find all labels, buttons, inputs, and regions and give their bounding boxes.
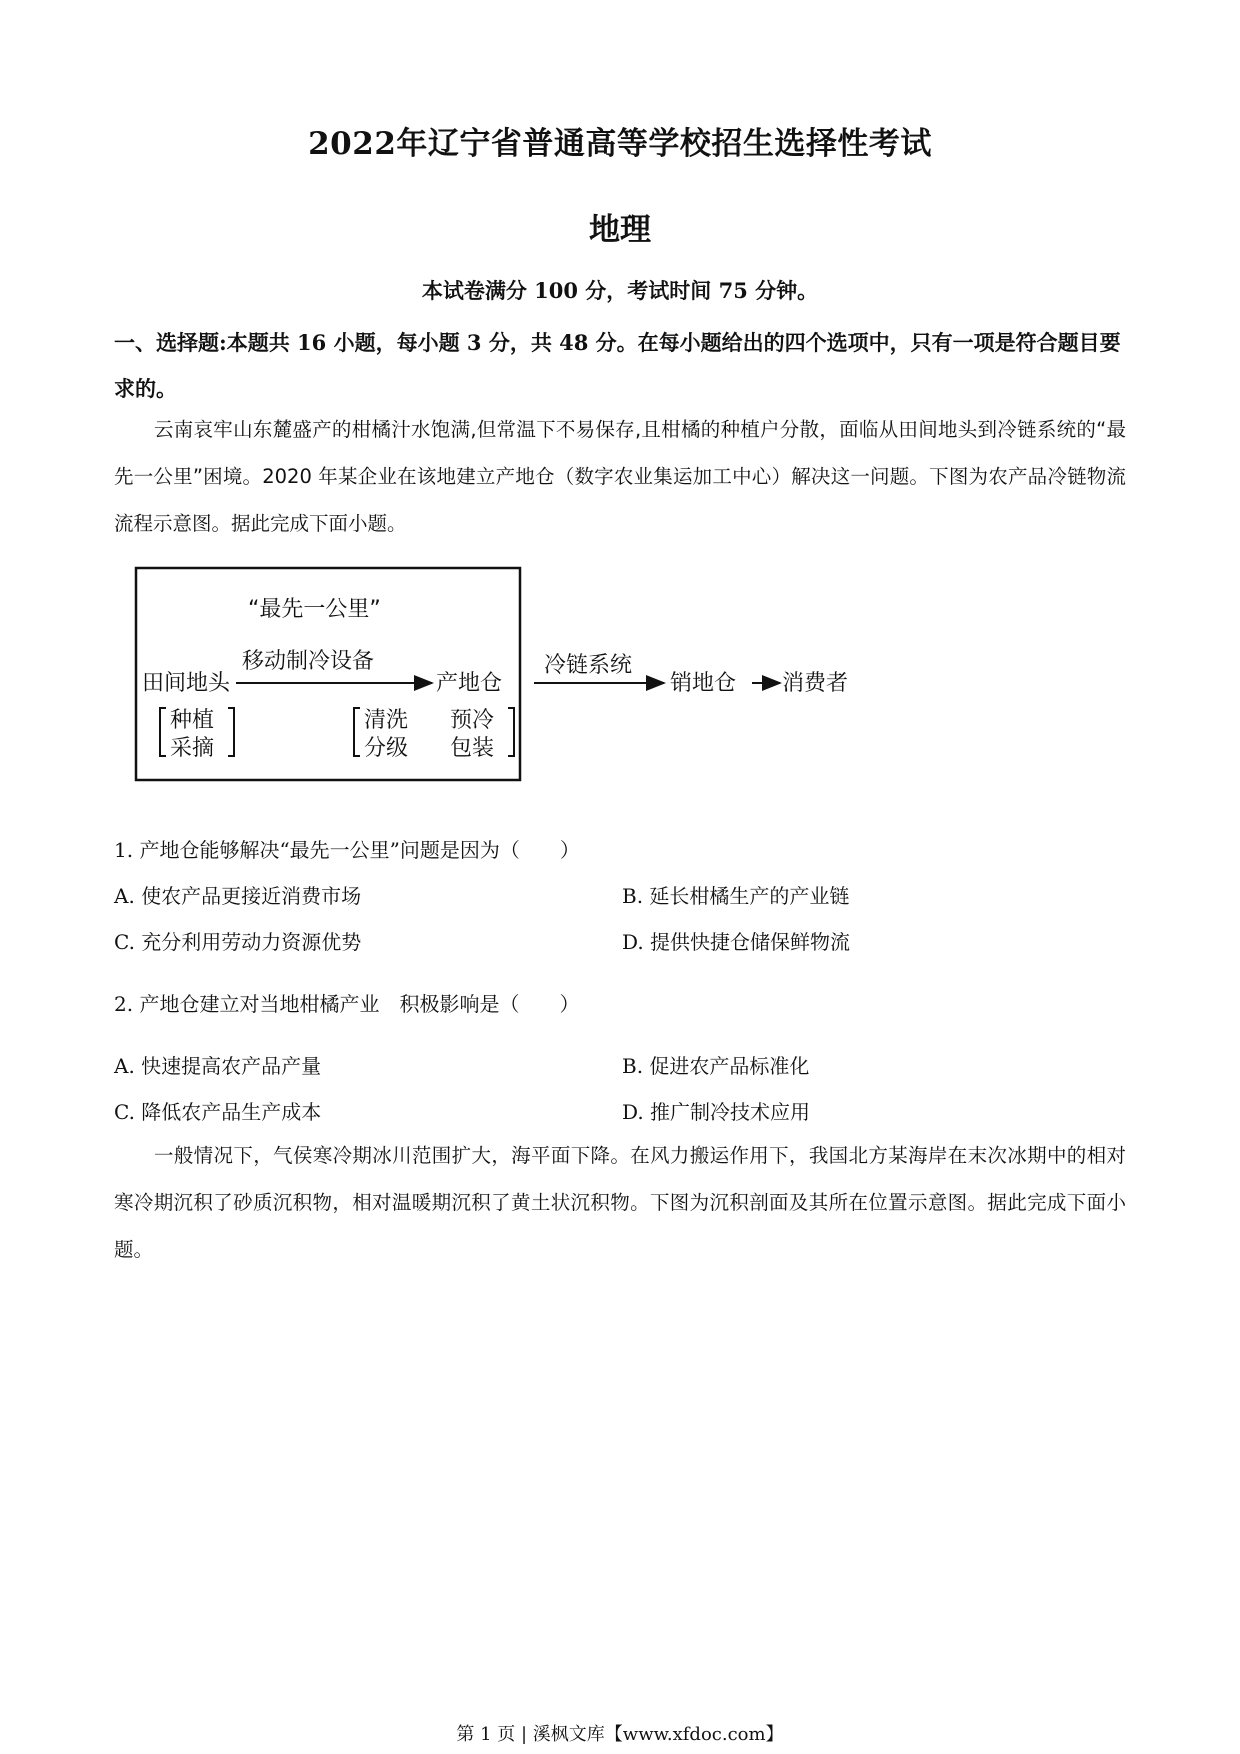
arrow1-label: 移动制冷设备 xyxy=(242,649,375,674)
page-footer: 第 1 页 | 溪枫文库【www.xfdoc.com】 xyxy=(456,1724,784,1745)
warehouse-sub-grade: 分级 xyxy=(364,736,409,761)
consumer-label: 消费者 xyxy=(782,671,849,696)
q2-option-d: D. 推广制冷技术应用 xyxy=(622,1100,811,1124)
warehouse-sub-precool: 预冷 xyxy=(450,708,495,733)
q2-option-a: A. 快速提高农产品产量 xyxy=(114,1054,322,1078)
first-mile-label: “最先一公里” xyxy=(248,597,381,622)
section-heading: 一、选择题:本题共 16 小题，每小题 3 分，共 48 分。在每小题给出的四个选项中，只有一项是符合题目要求的。 xyxy=(114,330,1121,401)
warehouse-bracket-left xyxy=(354,708,360,756)
field-sub-picking: 采摘 xyxy=(170,736,215,761)
sales-warehouse-label: 销地仓 xyxy=(670,671,737,696)
question-1-stem: 1. 产地仓能够解决“最先一公里”问题是因为（ ） xyxy=(114,838,580,862)
passage-1: 云南哀牢山东麓盛产的柑橘汁水饱满,但常温下不易保存,且柑橘的种植户分散，面临从田间地头到冷链系统的“最先一公里”困境。2020 年某企业在该地建立产地仓（数字农业集运加工中心）解决这一问题。下图为农产品冷链物流流程示意图。据此完成下面小题。 xyxy=(114,418,1127,535)
field-sub-planting: 种植 xyxy=(170,708,215,733)
field-bracket-right xyxy=(228,708,234,756)
arrow2-label: 冷链系统 xyxy=(544,653,633,678)
cold-chain-flow-diagram xyxy=(130,560,870,790)
warehouse-bracket-right xyxy=(508,708,514,756)
q1-option-b: B. 延长柑橘生产的产业链 xyxy=(622,884,850,908)
q2-option-b: B. 促进农产品标准化 xyxy=(622,1054,810,1078)
warehouse-label: 产地仓 xyxy=(436,671,503,696)
warehouse-sub-wash: 清洗 xyxy=(364,708,409,733)
exam-title: 2022年辽宁省普通高等学校招生选择性考试 xyxy=(308,126,932,162)
subject-title: 地理 xyxy=(589,212,651,248)
q2-option-c: C. 降低农产品生产成本 xyxy=(114,1100,322,1124)
warehouse-sub-pack: 包装 xyxy=(450,736,495,761)
field-bracket-left xyxy=(160,708,166,756)
q1-option-a: A. 使农产品更接近消费市场 xyxy=(114,884,362,908)
question-2-stem: 2. 产地仓建立对当地柑橘产业 积极影响是（ ） xyxy=(114,992,580,1016)
passage-2: 一般情况下，气侯寒冷期冰川范围扩大，海平面下降。在风力搬运作用下，我国北方某海岸在末次冰期中的相对寒冷期沉积了砂质沉积物，相对温暖期沉积了黄土状沉积物。下图为沉积剖面及其所在位置示意图。据此完成下面小题。 xyxy=(114,1144,1126,1261)
q1-option-d: D. 提供快捷仓储保鲜物流 xyxy=(622,930,851,954)
field-label: 田间地头 xyxy=(142,671,231,696)
exam-meta: 本试卷满分 100 分，考试时间 75 分钟。 xyxy=(421,278,819,303)
q1-option-c: C. 充分利用劳动力资源优势 xyxy=(114,930,362,954)
